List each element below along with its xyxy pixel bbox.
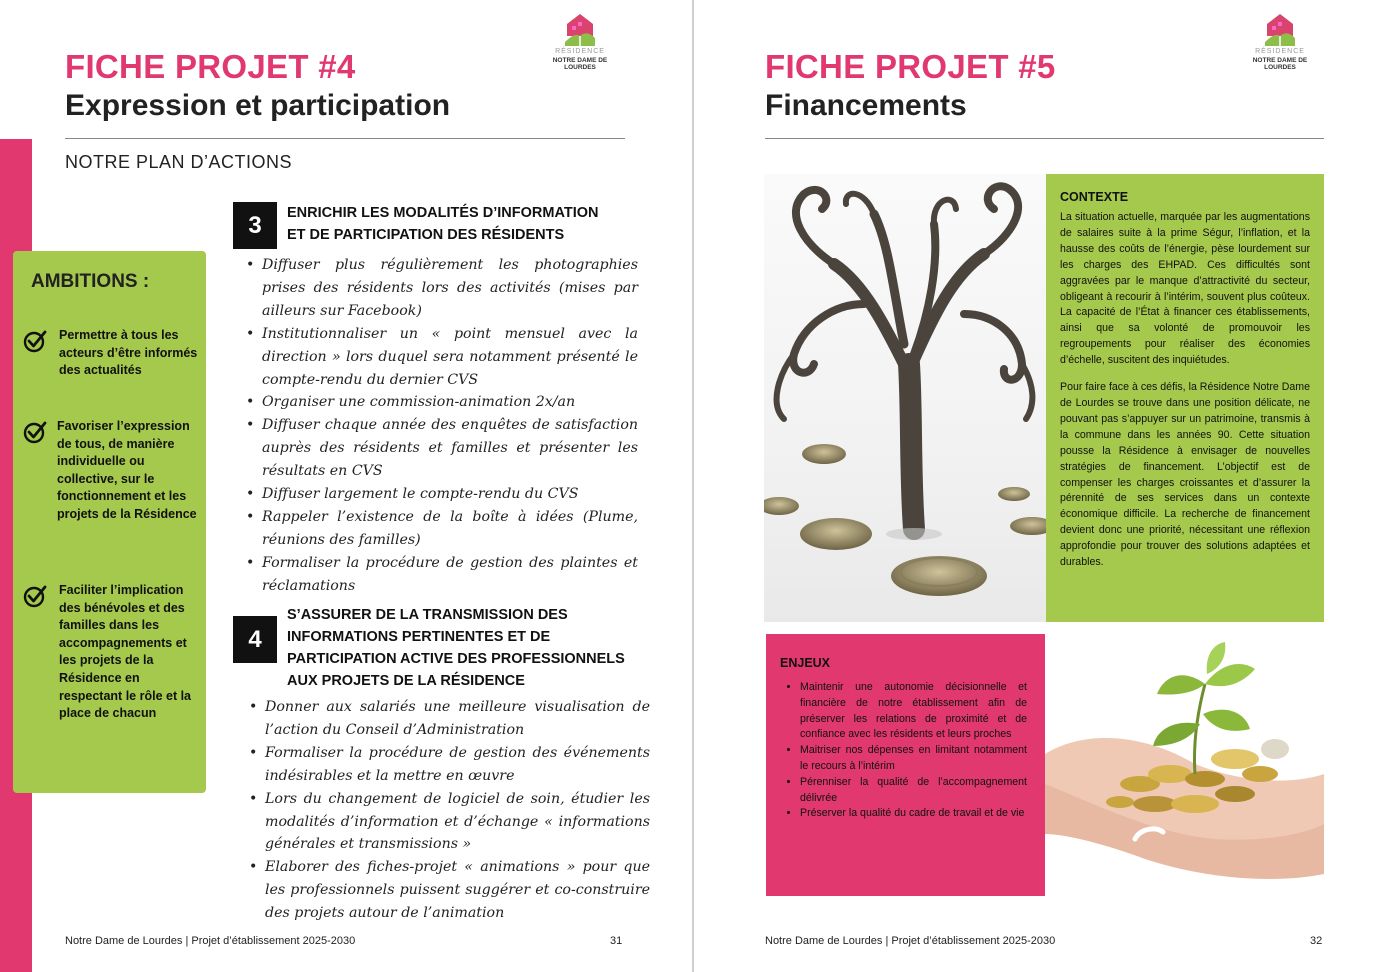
list-item: • Diffuser chaque année des enquêtes de satisfaction auprès des résidents et familles et présenter les résultats en CVS: [246, 414, 638, 483]
section-4-actions: [249, 696, 650, 925]
page-right: [695, 0, 1380, 972]
ambitions-panel: [13, 251, 206, 793]
footer-text: Notre Dame de Lourdes | Projet d’établissement 2025-2030: [765, 935, 1056, 947]
section-3-actions: [246, 254, 638, 598]
hands-coins-sprout-photo: [1045, 634, 1324, 896]
section-title-line: ET DE PARTICIPATION DES RÉSIDENTS: [287, 227, 565, 243]
fiche-subtitle: Financements: [765, 89, 967, 122]
section-title-line: AUX PROJETS DE LA RÉSIDENCE: [287, 673, 525, 689]
list-item: • Rappeler l’existence de la boîte à idées (Plume, réunions des familles): [246, 506, 638, 552]
ambition-text: Faciliter l’implication des bénévoles et des familles dans les accompagnements et les projets de la Résidence en respectant le rôle et la place de chacun: [59, 583, 192, 721]
section-title-3: [287, 202, 598, 246]
logo-line1: RÉSIDENCE: [555, 48, 605, 55]
contexte-box: [1046, 174, 1324, 622]
money-tree-photo: [764, 174, 1046, 622]
money-tree-illustration: [764, 174, 1046, 622]
page-divider: [692, 0, 694, 972]
contexte-paragraph: Pour faire face à ces défis, la Résidence Notre Dame de Lourdes se trouve dans une position délicate, ne pouvant pas s’appuyer sur un patrimoine, transmis à la commune dans les années 90. Cette situation pousse la Résidence à envisager de nouvelles stratégies de financement. L’objectif est de compenser les charges croissantes et d’assurer la pérennité de ses services dans un contexte économique difficile. La recherche de financement devient donc une priorité, nécessitant une réflexion approfondie pour trouver des solutions adaptées et durables.: [1060, 381, 1310, 569]
logo-line2: NOTRE DAME DE LOURDES: [1252, 57, 1308, 71]
list-item: • Institutionnaliser un « point mensuel avec la direction » lors duquel sera notamment présenté le compte-rendu du dernier CVS: [246, 323, 638, 392]
list-item: • Diffuser largement le compte-rendu du CVS: [246, 483, 638, 506]
section-title-4: [287, 604, 625, 692]
check-circle-icon: [23, 329, 47, 353]
enjeux-box: [766, 634, 1045, 896]
section-title-line: S’ASSURER DE LA TRANSMISSION DES: [287, 607, 568, 623]
house-tree-logo-icon: [565, 12, 595, 46]
list-item: • Maitriser nos dépenses en limitant notamment le recours à l’intérim: [800, 743, 1027, 775]
residence-logo: [1237, 12, 1323, 71]
list-item: • Donner aux salariés une meilleure visualisation de l’action du Conseil d’Administration: [249, 696, 650, 742]
list-item: • Lors du changement de logiciel de soin, étudier les modalités d’information et d’échange « informations générales et transmissions »: [249, 788, 650, 857]
section-title-line: PARTICIPATION ACTIVE DES PROFESSIONNELS: [287, 651, 625, 667]
list-item: • Maintenir une autonomie décisionnelle et financière de notre établissement afin de préserver les relations de proximité et de confiance avec les résidents et leurs proches: [800, 680, 1027, 743]
page-number: 32: [1310, 935, 1323, 947]
fiche-title: FICHE PROJET #5: [765, 48, 1056, 85]
footer-text: Notre Dame de Lourdes | Projet d’établissement 2025-2030: [65, 935, 356, 947]
list-item: • Formaliser la procédure de gestion des plaintes et réclamations: [246, 552, 638, 598]
plan-heading: NOTRE PLAN D’ACTIONS: [65, 152, 293, 172]
list-item: • Organiser une commission-animation 2x/an: [246, 391, 638, 414]
list-item: • Préserver la qualité du cadre de travail et de vie: [800, 806, 1027, 822]
list-item: • Elaborer des fiches-projet « animations » pour que les professionnels puissent suggérer et co-construire des projets autour de l’animation: [249, 856, 650, 925]
page-number: 31: [610, 935, 623, 947]
fiche-title: FICHE PROJET #4: [65, 48, 356, 85]
logo-line1: RÉSIDENCE: [1255, 48, 1305, 55]
check-circle-icon: [23, 420, 47, 444]
section-title-line: INFORMATIONS PERTINENTES ET DE: [287, 629, 551, 645]
contexte-heading: CONTEXTE: [1060, 190, 1129, 204]
residence-logo: [537, 12, 623, 71]
ambition-text: Favoriser l’expression de tous, de manière individuelle ou collective, sur le fonctionnement et les projets de la Résidence: [57, 419, 197, 521]
section-number-3: 3: [233, 202, 277, 249]
section-title-line: ENRICHIR LES MODALITÉS D’INFORMATION: [287, 205, 599, 221]
title-rule: [765, 138, 1324, 139]
ambitions-title: AMBITIONS :: [31, 271, 150, 292]
logo-line2: NOTRE DAME DE LOURDES: [552, 57, 608, 71]
hands-coins-illustration: [1045, 634, 1324, 896]
list-item: • Pérenniser la qualité de l’accompagnement délivrée: [800, 775, 1027, 807]
list-item: • Diffuser plus régulièrement les photographies prises des résidents lors des activités (mises par ailleurs sur Facebook): [246, 254, 638, 323]
fiche-subtitle: Expression et participation: [65, 89, 451, 122]
list-item: • Formaliser la procédure de gestion des événements indésirables et la mettre en œuvre: [249, 742, 650, 788]
check-circle-icon: [23, 584, 47, 608]
enjeux-list: [780, 680, 1027, 822]
enjeux-heading: ENJEUX: [780, 656, 831, 670]
ambition-text: Permettre à tous les acteurs d’être informés des actualités: [59, 328, 198, 378]
house-tree-logo-icon: [1265, 12, 1295, 46]
section-number-4: 4: [233, 616, 277, 663]
title-rule: [65, 138, 625, 139]
contexte-paragraph: La situation actuelle, marquée par les augmentations de salaires suite à la prime Ségur, l’inflation, et la hausse des coûts de l’énergie, pèse lourdement sur les charges des EHPAD. Ces difficultés sont aggravées par le manque d’attractivité du secteur, obligeant à recourir à l’intérim, souvent plus coûteux. La capacité de l’État à financer ces établissements, ainsi que sa volonté de promouvoir les regroupements pour réaliser des économies d’échelle, suscitent des inquiétudes.: [1060, 211, 1310, 367]
